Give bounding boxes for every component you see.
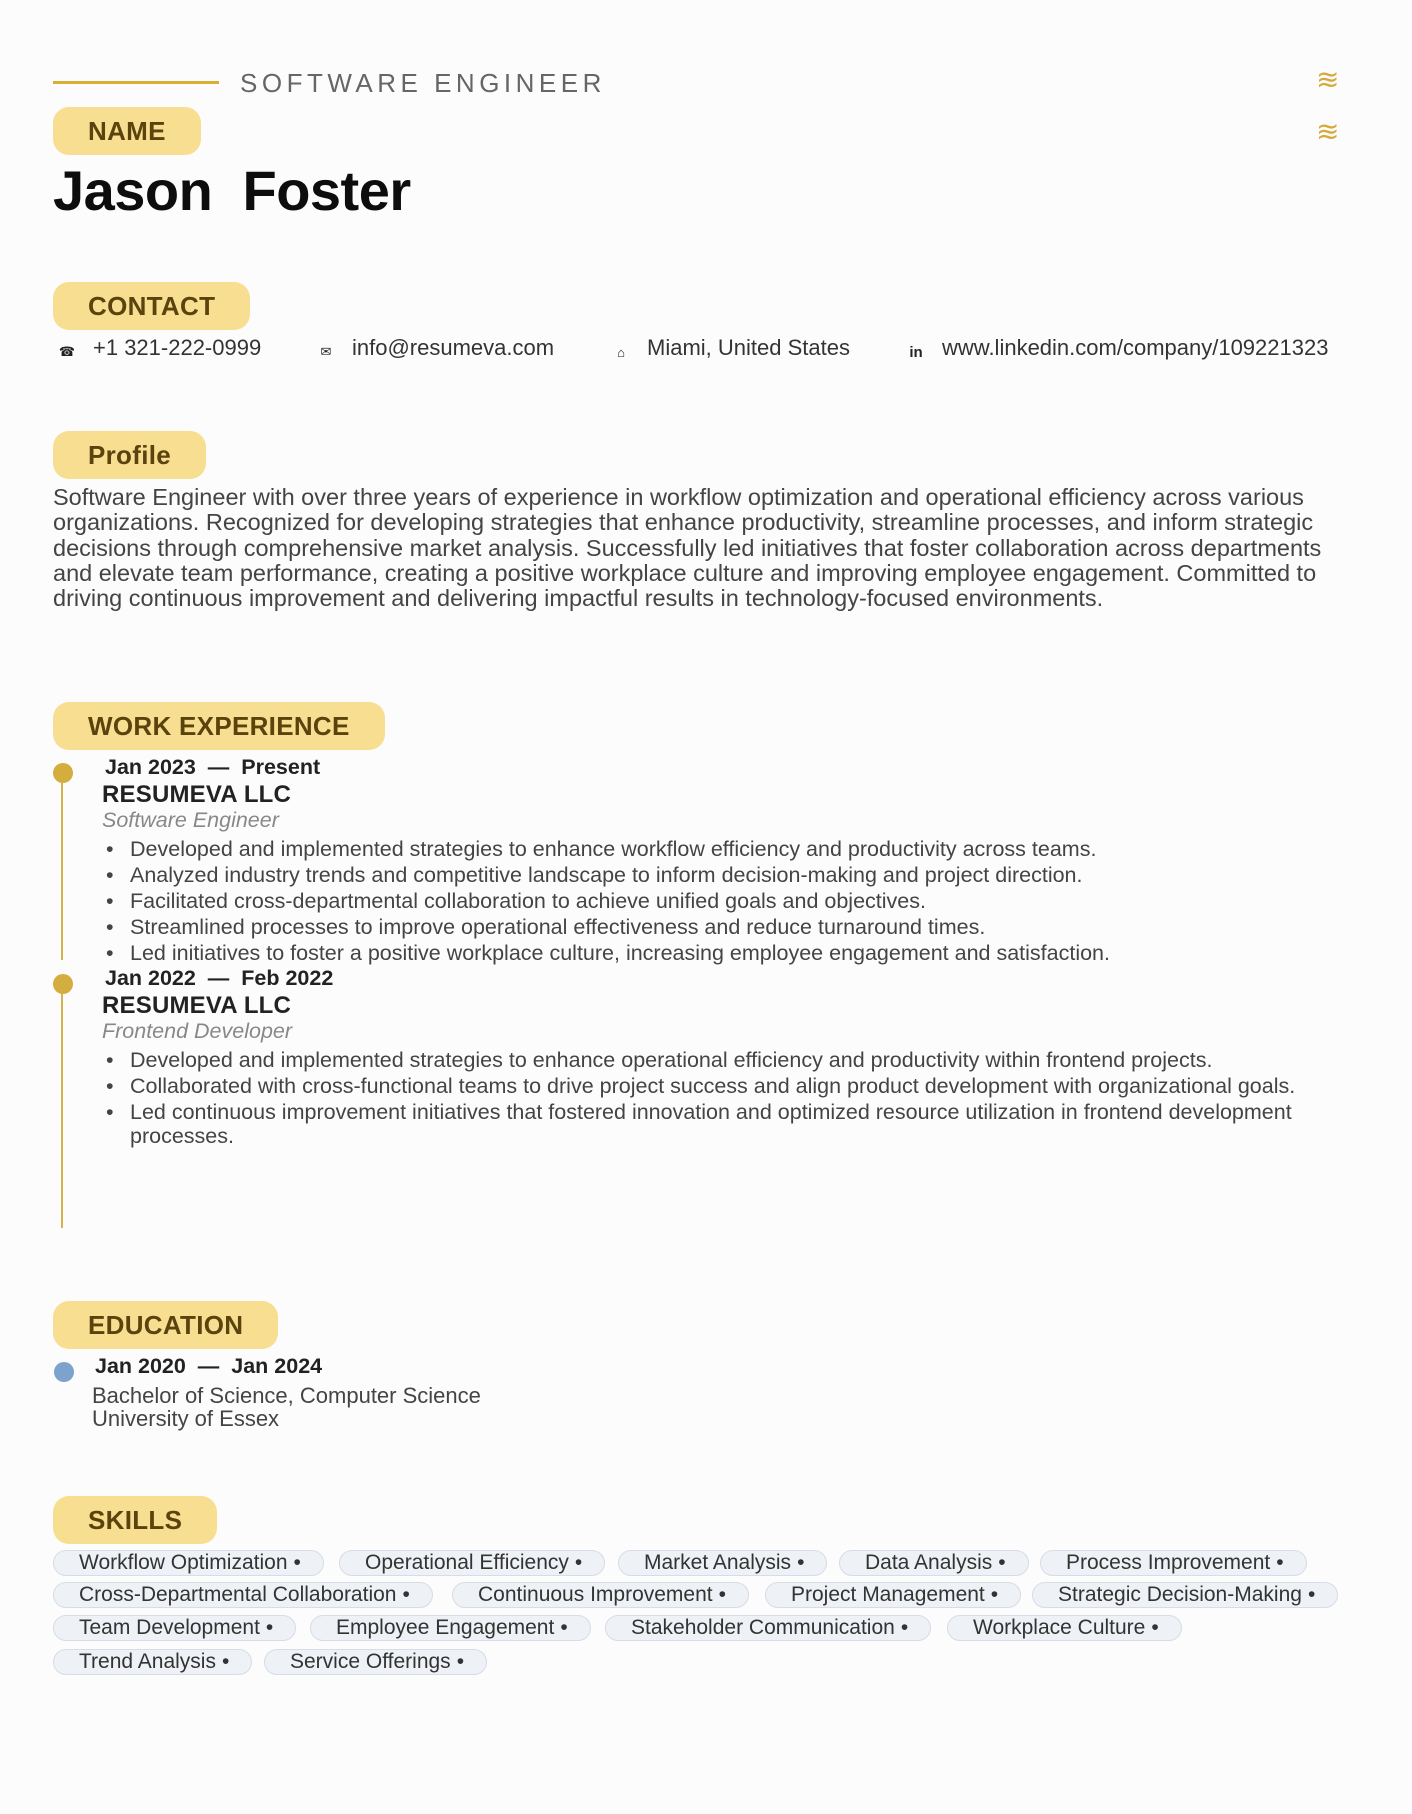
skill-chip: Team Development • (53, 1615, 296, 1641)
education-date-range: Jan 2020 — Jan 2024 (95, 1354, 323, 1378)
location-text: Miami, United States (647, 335, 850, 360)
skill-label: Market Analysis (644, 1551, 792, 1574)
skill-chip: Process Improvement • (1040, 1550, 1307, 1576)
linkedin-icon: in (909, 343, 923, 361)
skill-label: Workflow Optimization (79, 1551, 288, 1574)
job-role: Software Engineer (102, 808, 279, 832)
profile-heading: Profile (53, 431, 206, 479)
contact-phone (57, 333, 261, 363)
job-bullets (102, 1048, 1342, 1148)
timeline-dot (53, 974, 73, 994)
skill-chip: Continuous Improvement • (452, 1582, 749, 1608)
skill-label: Continuous Improvement (478, 1583, 713, 1606)
skill-chip: Operational Efficiency • (339, 1550, 605, 1576)
job-bullets (102, 837, 1342, 967)
job-start-date: Jan 2023 (105, 755, 196, 779)
timeline-line (61, 984, 63, 1228)
job-title: SOFTWARE ENGINEER (240, 68, 606, 98)
skill-chip: Project Management • (765, 1582, 1021, 1608)
skill-chip: Service Offerings • (264, 1649, 487, 1675)
skill-chip: Data Analysis • (839, 1550, 1029, 1576)
education-heading: EDUCATION (53, 1301, 278, 1349)
full-name (53, 158, 411, 223)
skill-label: Trend Analysis (79, 1650, 216, 1673)
skill-label: Service Offerings (290, 1650, 451, 1673)
wave-decoration-icon: ≋ (1316, 64, 1340, 95)
skill-chip: Market Analysis • (618, 1550, 827, 1576)
job-role: Frontend Developer (102, 1019, 293, 1043)
skill-chip: Employee Engagement • (310, 1615, 591, 1641)
name-label-pill: NAME (53, 107, 201, 155)
skill-chip: Workflow Optimization • (53, 1550, 324, 1576)
job-start-date: Jan 2022 (105, 966, 196, 990)
job-bullet: • Analyzed industry trends and competitive landscape to inform decision-making and project direction. (102, 863, 1342, 889)
job-date-range: Jan 2022 — Feb 2022 (105, 966, 334, 990)
contact-location (611, 333, 850, 363)
job-bullet: • Led initiatives to foster a positive workplace culture, increasing employee engagement and satisfaction. (102, 941, 1342, 967)
skill-label: Workplace Culture (973, 1616, 1146, 1639)
job-bullet: • Developed and implemented strategies to enhance workflow efficiency and productivity across teams. (102, 837, 1342, 863)
skill-chip: Workplace Culture • (947, 1615, 1182, 1641)
contact-email[interactable] (316, 333, 554, 363)
education-start-date: Jan 2020 (95, 1354, 186, 1378)
job-bullet: • Streamlined processes to improve operational effectiveness and reduce turnaround times. (102, 915, 1342, 941)
profile-summary: Software Engineer with over three years of experience in workflow optimization and operational efficiency across various organizations. Recognized for developing strategies that enhance productivity, streamline processes, and inform strategic decisions through comprehensive market analysis. Successfully led initiatives that foster collaboration across departments and elevate team performance, creating a positive workplace culture and improving employee engagement. Committed to driving continuous improvement and delivering impactful results in technology-focused environments. (53, 484, 1322, 612)
first-name: Jason (53, 159, 213, 222)
job-end-date: Feb 2022 (241, 966, 334, 990)
skill-label: Strategic Decision-Making (1058, 1583, 1302, 1606)
last-name: Foster (242, 159, 411, 222)
contact-linkedin[interactable] (906, 333, 1328, 363)
phone-icon: ☎ (58, 344, 76, 359)
skill-chip: Stakeholder Communication • (605, 1615, 931, 1641)
wave-decoration-icon: ≋ (1316, 116, 1340, 147)
education-end-date: Jan 2024 (231, 1354, 323, 1378)
skill-label: Project Management (791, 1583, 985, 1606)
timeline-line (61, 773, 63, 960)
skill-chip: Trend Analysis • (53, 1649, 252, 1675)
email-text[interactable]: info@resumeva.com (352, 335, 555, 360)
skill-label: Stakeholder Communication (631, 1616, 895, 1639)
phone-text: +1 321-222-0999 (93, 335, 262, 360)
work-experience-heading: WORK EXPERIENCE (53, 702, 385, 750)
skill-chip: Strategic Decision-Making • (1032, 1582, 1338, 1608)
linkedin-text[interactable]: www.linkedin.com/company/109221323 (942, 335, 1329, 360)
skill-label: Cross-Departmental Collaboration (79, 1583, 397, 1606)
job-bullet: • Led continuous improvement initiatives that fostered innovation and optimized resource utilization in frontend development processes. (102, 1100, 1342, 1148)
skill-label: Data Analysis (865, 1551, 993, 1574)
home-icon: ⌂ (617, 344, 625, 360)
contact-heading: CONTACT (53, 282, 250, 330)
skill-label: Operational Efficiency (365, 1551, 569, 1574)
skills-heading: SKILLS (53, 1496, 217, 1544)
job-bullet: • Facilitated cross-departmental collaboration to achieve unified goals and objectives. (102, 889, 1342, 915)
skill-label: Team Development (79, 1616, 260, 1639)
company-name: RESUMEVA LLC (102, 781, 292, 808)
skill-label: Process Improvement (1066, 1551, 1271, 1574)
job-end-date: Present (241, 755, 321, 779)
education-dot (54, 1362, 74, 1382)
timeline-dot (53, 763, 73, 783)
company-name: RESUMEVA LLC (102, 992, 292, 1019)
job-bullet: • Collaborated with cross-functional teams to drive project success and align product development with organizational goals. (102, 1074, 1342, 1098)
title-accent-line (53, 81, 219, 84)
job-bullet: • Developed and implemented strategies to enhance operational efficiency and productivity within frontend projects. (102, 1048, 1342, 1072)
skill-chip: Cross-Departmental Collaboration • (53, 1582, 433, 1608)
education-degree: Bachelor of Science, Computer Science (92, 1383, 481, 1408)
envelope-icon: ✉ (320, 344, 332, 359)
job-date-range: Jan 2023 — Present (105, 755, 321, 779)
skill-label: Employee Engagement (336, 1616, 555, 1639)
education-school: University of Essex (92, 1406, 280, 1431)
